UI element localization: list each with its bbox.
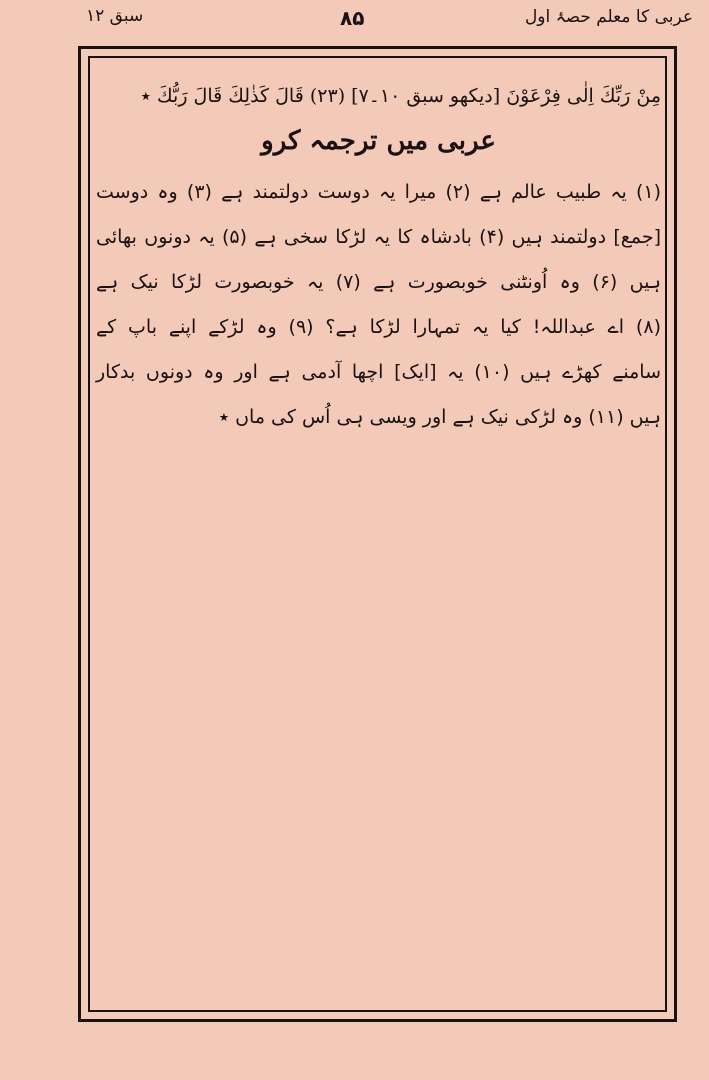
book-title: عربی کا معلم حصۂ اول (524, 7, 693, 27)
exercise-line: ہیں (۶) وہ اُونٹنی خوبصورت ہے (۷) یہ خوبصورت لڑکا نیک ہے (96, 271, 661, 293)
exercise-line: سامنے کھڑے ہیں (۱۰) یہ [ایک] اچھا آدمی ہے اور وہ دونوں بدکار (96, 361, 661, 383)
exercise-line: (۸) اے عبداللہ! کیا یہ تمہارا لڑکا ہے؟ (۹) وہ لڑکے اپنے باپ کے (96, 316, 661, 338)
exercise-line: (۱) یہ طبیب عالم ہے (۲) میرا یہ دوست دولتمند ہے (۳) وہ دوست (96, 181, 662, 203)
page-content (96, 76, 661, 440)
lesson-number: سبق ۱۲ (86, 6, 144, 26)
exercise-heading: عربی میں ترجمہ کرو (261, 126, 496, 156)
exercise-line: [جمع] دولتمند ہیں (۴) بادشاہ کا یہ لڑکا سخی ہے (۵) یہ دونوں بھائی (96, 226, 661, 248)
page-number: ۸۵ (340, 6, 365, 30)
arabic-quote-line: مِنْ رَبِّكَ اِلٰى فِرْعَوْنَ [دیکھو سبق ۱۰۔۷] (۲۳) قَالَ كَذٰلِكَ قَالَ رَبُّكَ ٭ (140, 85, 661, 107)
exercise-line: ہیں (۱۱) وہ لڑکی نیک ہے اور ویسی ہی اُس کی ماں ٭ (218, 406, 661, 428)
